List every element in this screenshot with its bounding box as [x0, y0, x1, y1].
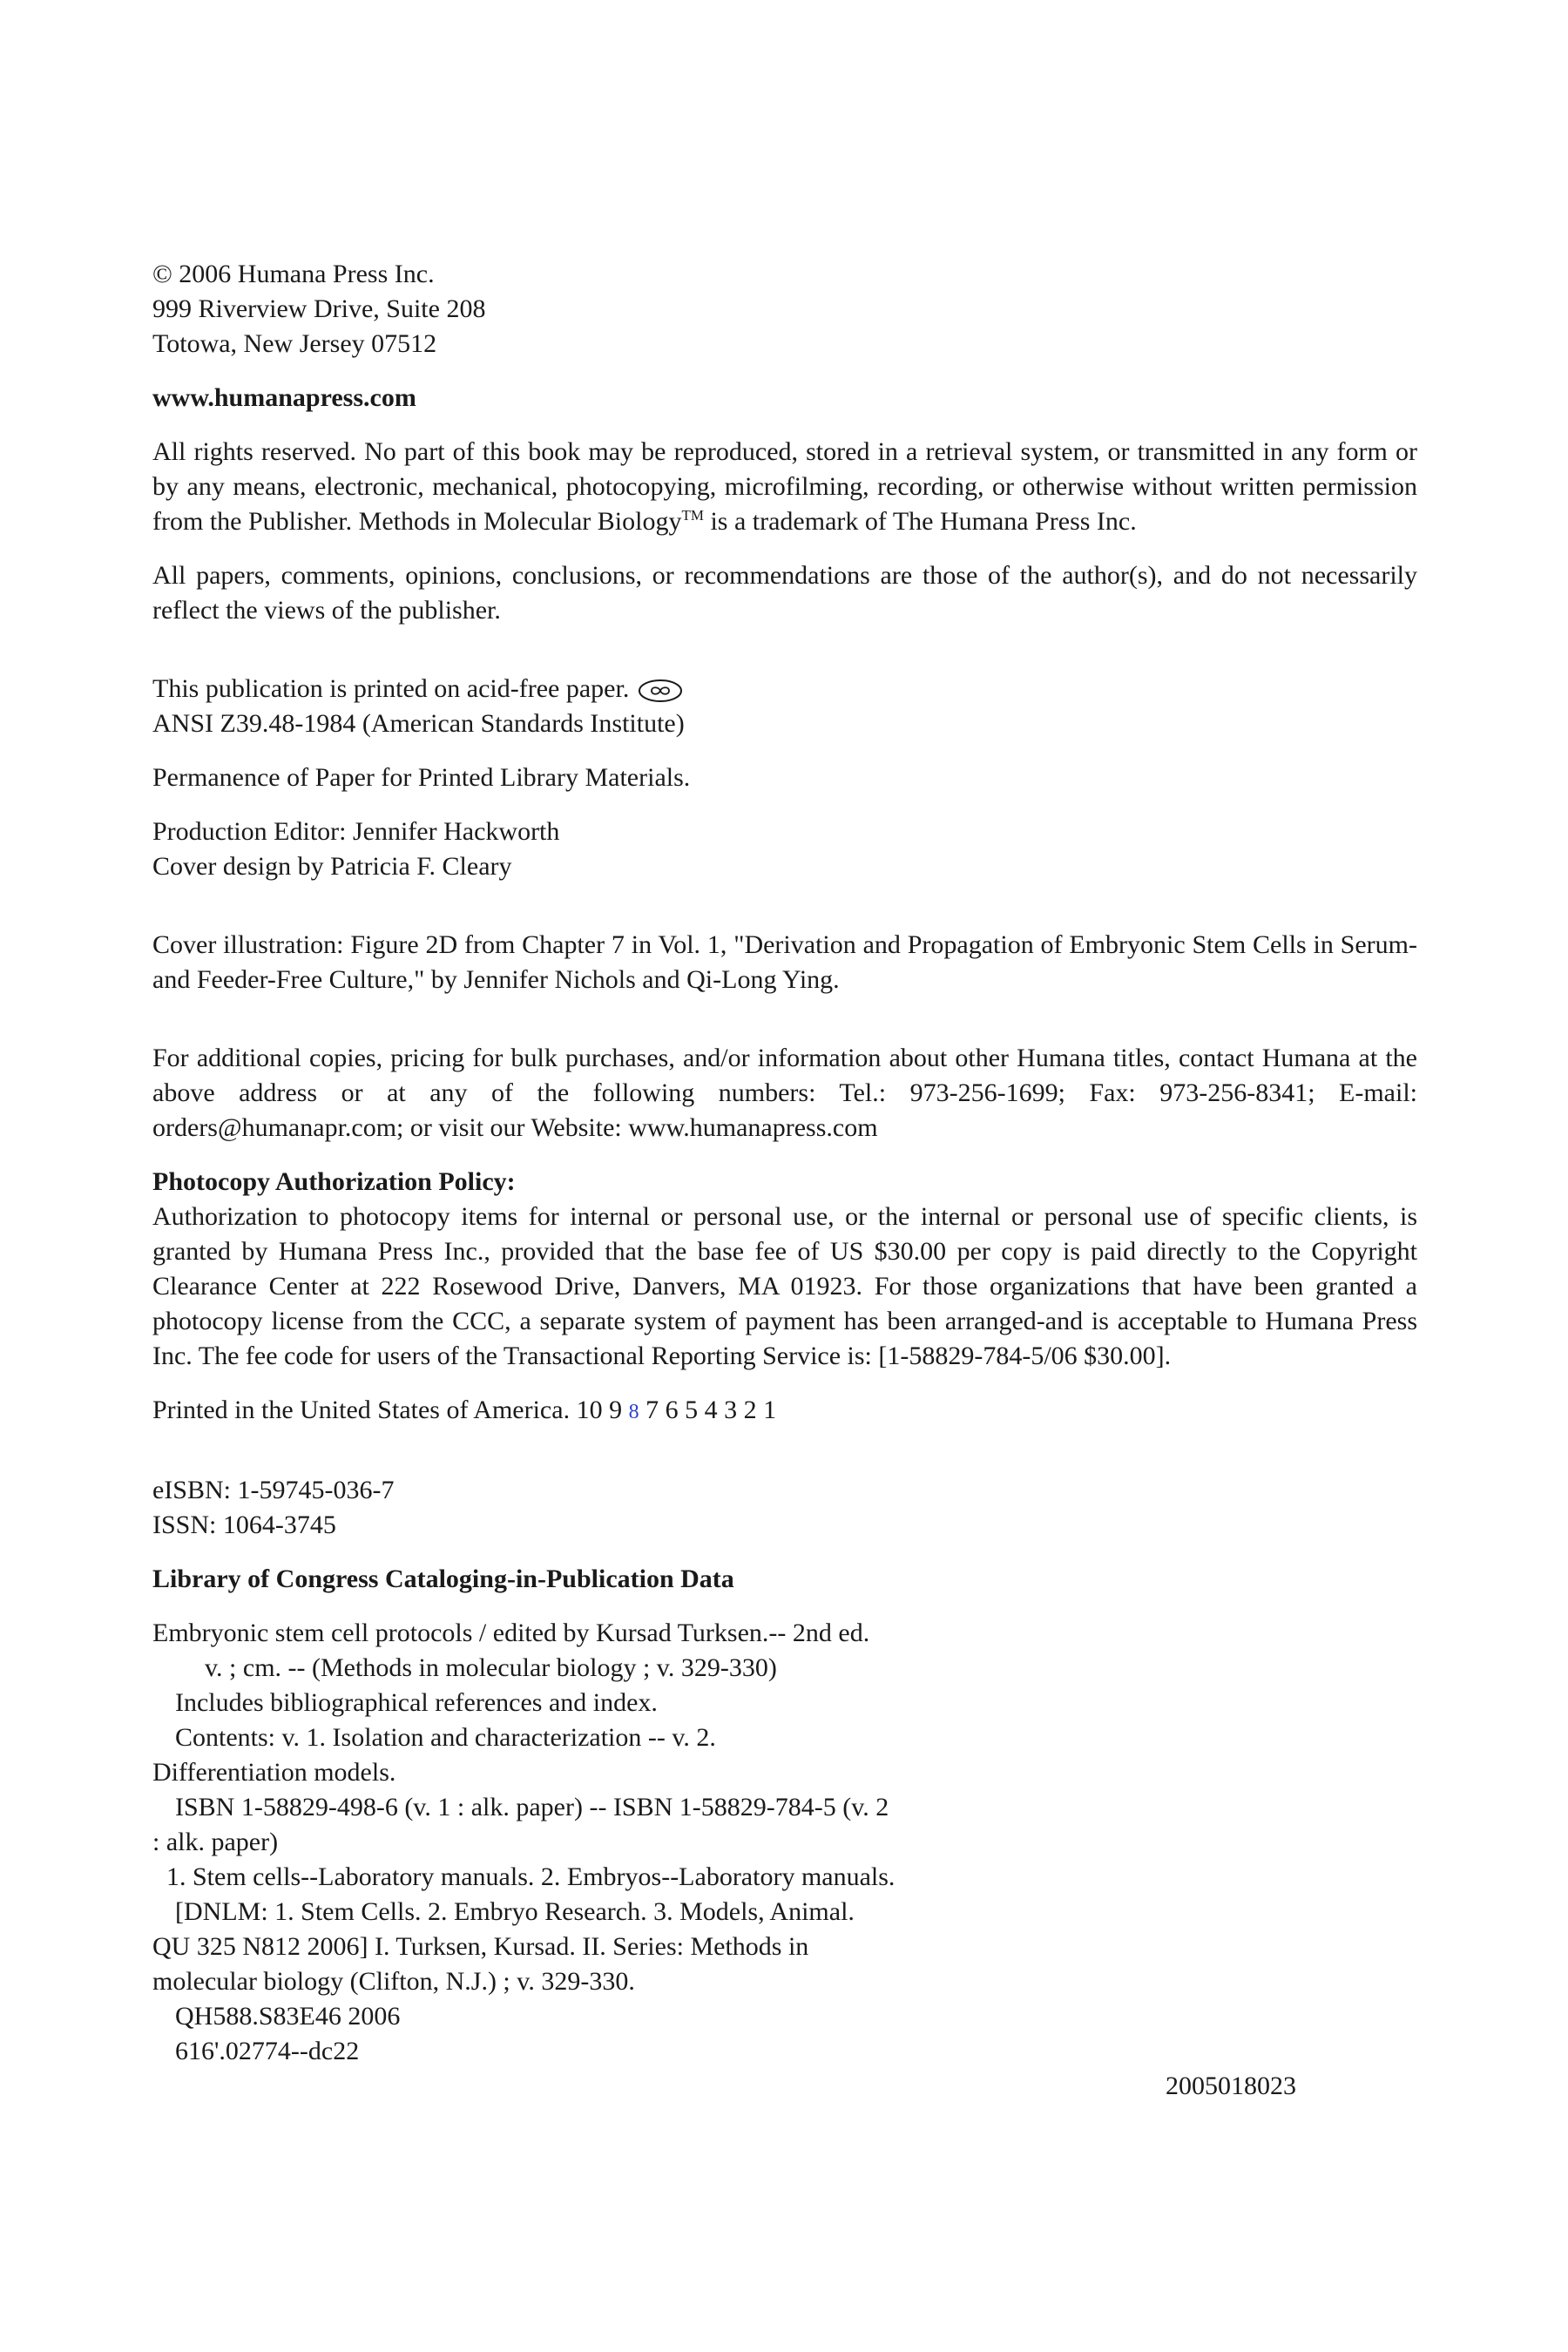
printing-number-mark: 8 [628, 1401, 639, 1423]
city-state-zip: Totowa, New Jersey 07512 [152, 329, 437, 358]
cip-data-block [152, 1616, 1296, 2104]
cip-line: : alk. paper) [152, 1828, 279, 1856]
website-url: www.humanapress.com [152, 383, 416, 412]
acid-free-line [152, 672, 1417, 706]
infinity-acid-free-icon [638, 678, 683, 704]
cip-line: v. ; cm. -- (Methods in molecular biology ; v. 329-330) [205, 1653, 777, 1682]
cip-line: QH588.S83E46 2006 [175, 2002, 401, 2031]
disclaimer-paragraph: All papers, comments, opinions, conclusions, or recommendations are those of the author(s), and do not necessarily reflect the views of the publisher. [152, 561, 1417, 625]
publisher-address [152, 257, 1417, 362]
cover-designer: Cover design by Patricia F. Cleary [152, 852, 512, 881]
cip-line: Differentiation models. [152, 1758, 396, 1787]
cip-line: ISBN 1-58829-498-6 (v. 1 : alk. paper) -- ISBN 1-58829-784-5 (v. 2 [175, 1793, 889, 1821]
photocopy-heading: Photocopy Authorization Policy: [152, 1167, 516, 1196]
photocopy-body: Authorization to photocopy items for internal or personal use, or the internal or personal use of specific clients, is granted by Humana Press Inc., provided that the base fee of US $30.00 per copy is paid directly to the Copyright Clearance Center at 222 Rosewood Drive, Danvers, MA 01923. For those organizations that have been granted a photocopy license from the CCC, a separate system of payment has been arranged-and is acceptable to Humana Press Inc. The fee code for users of the Transactional Reporting Service is: [1-58829-784-5/06 $30.00]. [152, 1202, 1417, 1370]
photocopy-policy [152, 1165, 1417, 1374]
cip-line: Includes bibliographical references and index. [175, 1688, 658, 1717]
printed-in-text: Printed in the United States of America. 10 9 [152, 1396, 629, 1424]
trademark-sup: TM [681, 507, 704, 524]
copyright-page [152, 257, 1417, 2104]
credits-block [152, 814, 1417, 884]
acid-free-text: This publication is printed on acid-free paper. [152, 674, 630, 703]
eisbn: eISBN: 1-59745-036-7 [152, 1476, 395, 1504]
rights-text-end: is a trademark of The Humana Press Inc. [703, 507, 1137, 536]
rights-text: All rights reserved. No part of this book may be reproduced, stored in a retrieval system, or transmitted in any form or by any means, electronic, mechanical, photocopying, microfilming, recording, or otherwise without written permission from the Publisher. Methods in Molecular Biology [152, 437, 1417, 536]
lccn-number: 2005018023 [1166, 2072, 1296, 2100]
permanence-line: Permanence of Paper for Printed Library Materials. [152, 763, 691, 792]
identifiers-block [152, 1473, 1417, 1543]
cip-line: molecular biology (Clifton, N.J.) ; v. 329-330. [152, 1967, 635, 1996]
printing-number-rest: 7 6 5 4 3 2 1 [639, 1396, 777, 1424]
production-editor: Production Editor: Jennifer Hackworth [152, 817, 560, 846]
cip-line: Embryonic stem cell protocols / edited by Kursad Turksen.-- 2nd ed. [152, 1619, 870, 1647]
printing-line [152, 1393, 1417, 1429]
copyright-line: © 2006 Humana Press Inc. [152, 260, 435, 288]
ansi-standard: ANSI Z39.48-1984 (American Standards Institute) [152, 709, 685, 738]
issn: ISSN: 1064-3745 [152, 1511, 336, 1539]
additional-copies-paragraph: For additional copies, pricing for bulk purchases, and/or information about other Humana titles, contact Humana at the above address or at any of the following numbers: Tel.: 973-256-1699; Fax: 973-256-8341; E-mail: orders@humanapr.com; or visit our Website: www.humanapress.com [152, 1044, 1417, 1142]
street-address: 999 Riverview Drive, Suite 208 [152, 294, 486, 323]
cip-line: QU 325 N812 2006] I. Turksen, Kursad. II. Series: Methods in [152, 1932, 809, 1961]
cover-illustration-note: Cover illustration: Figure 2D from Chapter 7 in Vol. 1, "Derivation and Propagation of Embryonic Stem Cells in Serum- and Feeder-Free Culture," by Jennifer Nichols and Qi-Long Ying. [152, 930, 1417, 994]
cip-heading: Library of Congress Cataloging-in-Publication Data [152, 1565, 734, 1593]
cip-line: 1. Stem cells--Laboratory manuals. 2. Embryos--Laboratory manuals. [166, 1862, 896, 1891]
cip-line: 616'.02774--dc22 [175, 2037, 360, 2065]
cip-line: Contents: v. 1. Isolation and characterization -- v. 2. [175, 1723, 716, 1752]
acid-free-block [152, 672, 1417, 741]
rights-paragraph [152, 435, 1417, 539]
cip-line: [DNLM: 1. Stem Cells. 2. Embryo Research. 3. Models, Animal. [175, 1897, 855, 1926]
